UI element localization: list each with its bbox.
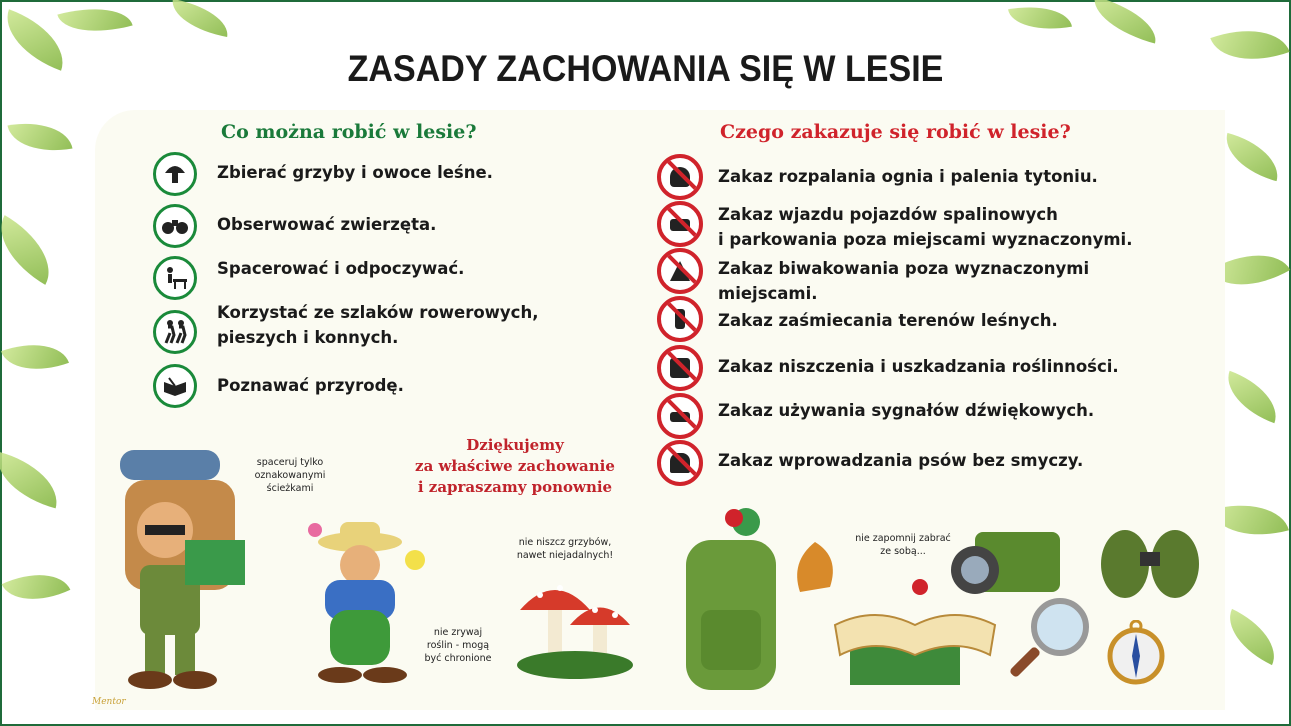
forbidden-item: Zakaz zaśmiecania terenów leśnych. xyxy=(718,311,1058,330)
hikers-icon xyxy=(153,310,197,354)
camera-illustration xyxy=(950,522,1065,597)
binoculars-illustration xyxy=(1095,522,1205,607)
thank-you-message: Dziękujemy za właściwe zachowanie i zapraszamy ponownie xyxy=(415,436,615,496)
allowed-item: Spacerować i odpoczywać. xyxy=(217,259,465,278)
allowed-item: Korzystać ze szlaków rowerowych, pieszych i konnych. xyxy=(217,303,539,347)
no-litter-icon xyxy=(657,296,703,342)
no-car-icon xyxy=(657,201,703,247)
hiker-illustration xyxy=(100,445,250,695)
logo: Mentor xyxy=(92,697,126,707)
note-plants: nie zrywaj roślin - mogą być chronione xyxy=(424,627,492,664)
mushroom-icon xyxy=(153,152,197,196)
allowed-item: Obserwować zwierzęta. xyxy=(217,215,437,234)
no-fire-icon xyxy=(657,154,703,200)
no-tent-icon xyxy=(657,248,703,294)
forbidden-heading: Czego zakazuje się robić w lesie? xyxy=(720,121,1071,143)
forbidden-item: Zakaz biwakowania poza wyznaczonymi miejscami. xyxy=(718,259,1090,303)
forbidden-item: Zakaz rozpalania ognia i palenia tytoniu. xyxy=(718,167,1098,186)
backpack-illustration xyxy=(676,500,786,695)
book-icon xyxy=(153,364,197,408)
poster-title: ZASADY ZACHOWANIA SIĘ W LESIE xyxy=(347,48,944,89)
mushrooms-illustration xyxy=(515,570,635,680)
allowed-heading: Co można robić w lesie? xyxy=(221,121,477,143)
gardener-illustration xyxy=(300,520,430,690)
note-bring: nie zapomnij zabrać ze sobą... xyxy=(855,533,951,557)
note-mushrooms: nie niszcz grzybów, nawet niejadalnych! xyxy=(516,537,614,561)
bench-person-icon xyxy=(153,256,197,300)
forbidden-item: Zakaz używania sygnałów dźwiękowych. xyxy=(718,401,1095,420)
no-horn-icon xyxy=(657,393,703,439)
forbidden-item: Zakaz niszczenia i uszkadzania roślinności. xyxy=(718,357,1119,376)
no-plant-damage-icon xyxy=(657,345,703,391)
forbidden-item: Zakaz wprowadzania psów bez smyczy. xyxy=(718,451,1084,470)
allowed-item: Zbierać grzyby i owoce leśne. xyxy=(217,163,493,182)
note-paths: spaceruj tylko oznakowanymi ścieżkami xyxy=(254,457,326,494)
allowed-item: Poznawać przyrodę. xyxy=(217,376,404,395)
compass-illustration xyxy=(1105,620,1167,686)
binoculars-icon xyxy=(153,204,197,248)
forbidden-item: Zakaz wjazdu pojazdów spalinowych i parkowania poza miejscami wyznaczonymi. xyxy=(718,205,1133,249)
no-dog-icon xyxy=(657,440,703,486)
magnifying-glass-illustration xyxy=(1005,595,1095,695)
